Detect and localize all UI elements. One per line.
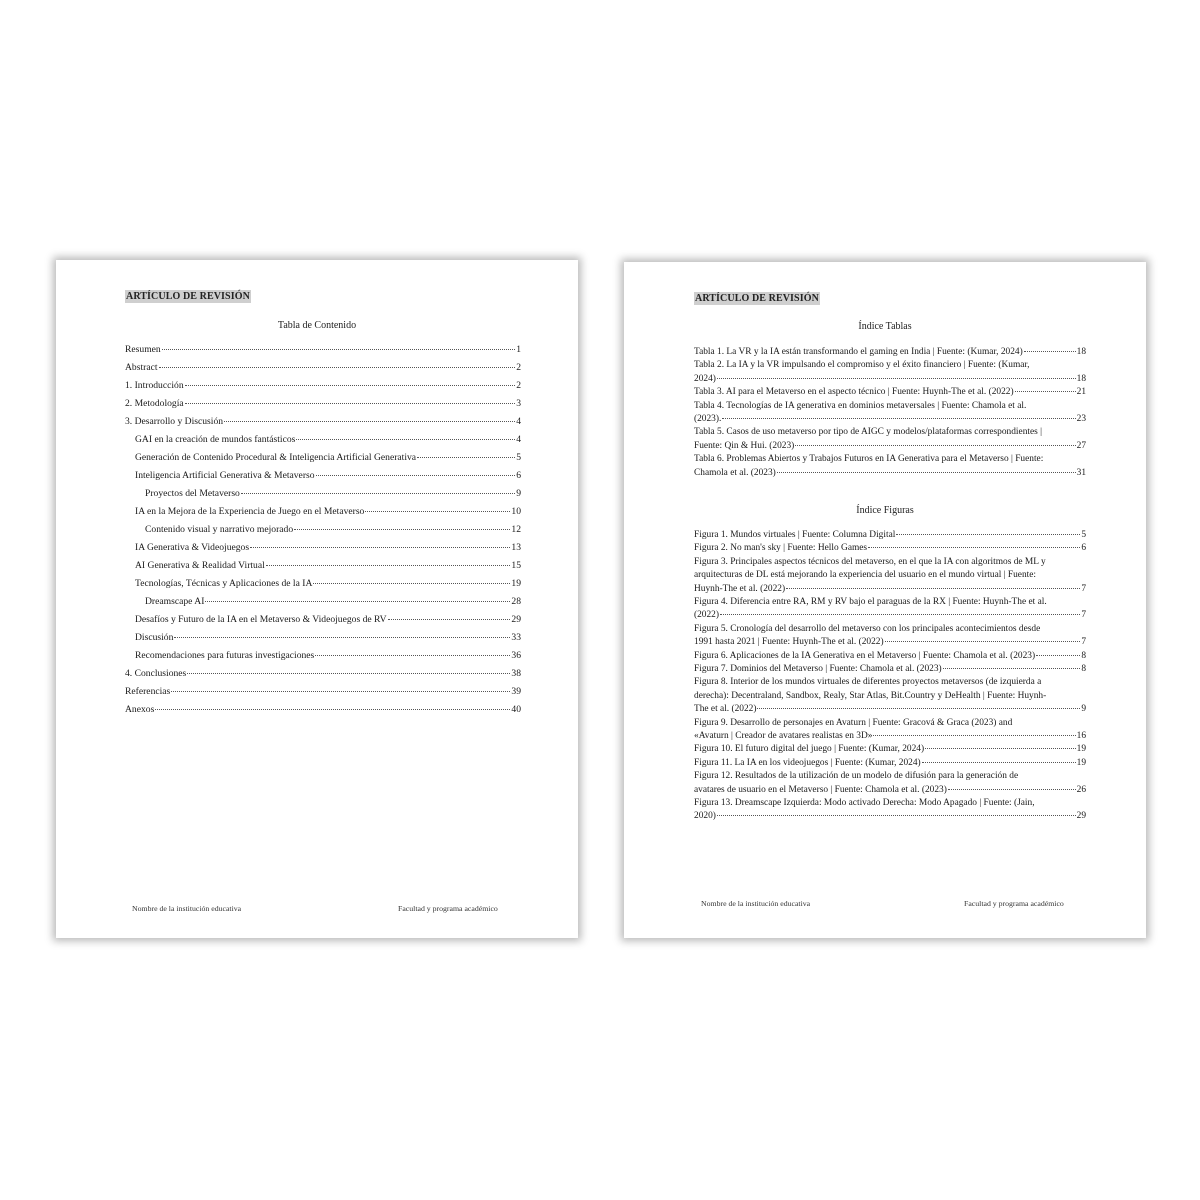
toc-entry-label: Inteligencia Artificial Generativa & Metaverso xyxy=(135,470,315,481)
dot-leader xyxy=(757,708,1080,709)
article-type-header: ARTÍCULO DE REVISIÓN xyxy=(126,291,250,302)
dot-leader xyxy=(922,762,1076,763)
toc-entry-label: 1. Introducción xyxy=(125,380,184,391)
figure-index-entry[interactable] xyxy=(694,797,1086,824)
toc-entry-label: Abstract xyxy=(125,362,158,373)
toc-entry-page: 4 xyxy=(516,434,521,445)
figure-index-entry-last-line xyxy=(694,609,1086,622)
figure-index-entry-last-line xyxy=(694,663,1086,676)
dot-leader xyxy=(162,349,515,350)
dot-leader xyxy=(266,565,511,566)
figure-index-entry-page: 29 xyxy=(1076,811,1086,822)
figure-index-entry-last-line xyxy=(694,784,1086,797)
figure-index-entry-text: 1991 hasta 2021 | Fuente: Huynh-The et al. (2022) xyxy=(694,637,884,648)
figure-index-entry-page: 26 xyxy=(1076,784,1086,795)
table-index-entry-last-line xyxy=(694,413,1086,426)
figures-index-title: Índice Figuras xyxy=(856,505,914,516)
dot-leader xyxy=(155,709,510,710)
figure-index-entry-text-line: Figura 4. Diferencia entre RA, RM y RV bajo el paraguas de la RX | Fuente: Huynh-The et al. xyxy=(694,596,1047,607)
toc-entry-page: 40 xyxy=(511,704,521,715)
tables-index-title: Índice Tablas xyxy=(858,321,912,332)
toc-entry[interactable] xyxy=(125,542,521,560)
figure-index-entry-page: 16 xyxy=(1076,730,1086,741)
figure-index-entry-page: 7 xyxy=(1081,610,1086,621)
toc-entry-label: Proyectos del Metaverso xyxy=(145,488,240,499)
figure-index-entry-page: 19 xyxy=(1076,744,1086,755)
dot-leader xyxy=(241,493,515,494)
toc-entry-page: 15 xyxy=(511,560,521,571)
toc-entry[interactable] xyxy=(125,578,521,596)
table-index-entry[interactable] xyxy=(694,426,1086,453)
dot-leader xyxy=(795,445,1075,446)
toc-entry[interactable] xyxy=(125,344,521,362)
dot-leader xyxy=(250,547,510,548)
figure-index-entry-page: 7 xyxy=(1081,583,1086,594)
footer-institution: Nombre de la institución educativa xyxy=(132,904,242,913)
toc-entry[interactable] xyxy=(125,560,521,578)
figure-index-entry-last-line xyxy=(694,743,1086,756)
toc-entry-label: 3. Desarrollo y Discusión xyxy=(125,416,224,427)
toc-entry-page: 13 xyxy=(511,542,521,553)
figure-index-entry-text: Huynh-The et al. (2022) xyxy=(694,583,786,594)
toc-entry[interactable] xyxy=(125,596,521,614)
dot-leader xyxy=(205,601,510,602)
dot-leader xyxy=(722,418,1075,419)
toc-entry-page: 9 xyxy=(516,488,521,499)
footer-faculty: Facultad y programa académico xyxy=(964,899,1064,908)
toc-entry-label: IA Generativa & Videojuegos xyxy=(135,542,250,553)
dot-leader xyxy=(315,655,510,656)
figure-index-entry-text: Figura 1. Mundos virtuales | Fuente: Columna Digital xyxy=(694,530,896,540)
dot-leader xyxy=(777,472,1076,473)
dot-leader xyxy=(717,378,1076,379)
toc-entry-page: 2 xyxy=(516,362,521,373)
figure-index-entry-text: Figura 6. Aplicaciones de la IA Generativa en el Metaverso | Fuente: Chamola et al. (2023) xyxy=(694,650,1036,661)
dot-leader xyxy=(185,403,516,404)
table-index-entry[interactable] xyxy=(694,359,1086,386)
table-index-entry-text: Chamola et al. (2023) xyxy=(694,467,776,478)
table-index-entry-text: 2024) xyxy=(694,373,716,384)
table-index-entry-last-line xyxy=(694,373,1086,386)
toc-entry-label: Dreamscape AI xyxy=(145,596,205,607)
figure-index-entry-page: 9 xyxy=(1081,704,1086,715)
toc-entry[interactable] xyxy=(125,434,521,452)
dot-leader xyxy=(316,475,516,476)
table-index-entry-page: 31 xyxy=(1076,467,1086,478)
toc-entry[interactable] xyxy=(125,416,521,434)
figure-index-entry-last-line xyxy=(694,730,1086,743)
toc-entry[interactable] xyxy=(125,668,521,686)
figure-index-entry-page: 7 xyxy=(1081,637,1086,648)
toc-entry-page: 33 xyxy=(511,632,521,643)
dot-leader xyxy=(1024,351,1076,352)
figure-index-entry[interactable] xyxy=(694,542,1086,555)
toc-entry-label: Tecnologías, Técnicas y Aplicaciones de la IA xyxy=(135,578,313,589)
table-index-entry[interactable] xyxy=(694,346,1086,359)
toc-entry-page: 2 xyxy=(516,380,521,391)
figure-index-entry-text: 2020) xyxy=(694,811,716,822)
table-index-entry-text-line: Tabla 2. La IA y la VR impulsando el compromiso y el éxito financiero | Fuente: (Kumar, xyxy=(694,360,1030,371)
toc-entry-page: 6 xyxy=(516,470,521,481)
figure-index-entry-last-line xyxy=(694,703,1086,716)
dot-leader xyxy=(185,385,516,386)
figure-index-entry-text: Figura 7. Dominios del Metaverso | Fuente: Chamola et al. (2023) xyxy=(694,663,942,674)
toc-entry-page: 4 xyxy=(516,416,521,427)
table-index-entry-page: 27 xyxy=(1076,440,1086,451)
table-index-entry-text-line: Tabla 4. Tecnologías de IA generativa en dominios metaversales | Fuente: Chamola et al. xyxy=(694,400,1027,411)
dot-leader xyxy=(417,457,515,458)
dot-leader xyxy=(174,637,510,638)
toc-entry[interactable] xyxy=(125,398,521,416)
figure-index-entry[interactable] xyxy=(694,529,1086,542)
figure-index-entry-text-line: Figura 9. Desarrollo de personajes en Avaturn | Fuente: Gracová & Graca (2023) and xyxy=(694,717,1013,728)
toc-entry-page: 39 xyxy=(511,686,521,697)
figure-index-entry[interactable] xyxy=(694,676,1086,716)
dot-leader xyxy=(925,748,1076,749)
document-page-left xyxy=(56,260,578,938)
table-index-entry-last-line xyxy=(694,386,1086,399)
figure-index-entry-page: 5 xyxy=(1081,530,1086,540)
toc-entry[interactable] xyxy=(125,524,521,542)
figure-index-entry-text-line: arquitecturas de DL está mejorando la experiencia del usuario en el mundo virtual | Fuente: xyxy=(694,570,1037,581)
dot-leader xyxy=(171,691,510,692)
toc-entry-label: Generación de Contenido Procedural & Inteligencia Artificial Generativa xyxy=(135,452,417,463)
footer-institution: Nombre de la institución educativa xyxy=(701,899,811,908)
dot-leader xyxy=(296,439,515,440)
figure-index-entry-text: «Avaturn | Creador de avatares realistas en 3D» xyxy=(694,730,873,741)
dot-leader xyxy=(948,789,1076,790)
figure-index-entry[interactable] xyxy=(694,556,1086,596)
toc-entry-page: 1 xyxy=(516,344,521,355)
table-index-entry-last-line xyxy=(694,467,1086,480)
dot-leader xyxy=(896,534,1080,535)
figure-index-entry-text-line: Figura 3. Principales aspectos técnicos del metaverso, en el que la IA con algoritmos de ML y xyxy=(694,556,1046,567)
table-index-entry[interactable] xyxy=(694,400,1086,427)
dot-leader xyxy=(720,614,1080,615)
toc-entry-label: 2. Metodología xyxy=(125,398,184,409)
dot-leader xyxy=(365,511,510,512)
dot-leader xyxy=(388,619,511,620)
figure-index-entry[interactable] xyxy=(694,623,1086,650)
toc-entry-label: Referencias xyxy=(125,686,171,697)
table-index-entry-text: Tabla 3. AI para el Metaverso en el aspecto técnico | Fuente: Huynh-The et al. (2022) xyxy=(694,387,1014,398)
toc-entry-label: Discusión xyxy=(135,632,174,643)
table-index-entry-text: (2023). xyxy=(694,413,722,424)
table-index-entry-text-line: Tabla 5. Casos de uso metaverso por tipo de AIGC y modelos/plataformas correspondientes | xyxy=(694,427,1043,438)
toc-title: Tabla de Contenido xyxy=(277,320,357,331)
dot-leader xyxy=(187,673,510,674)
dot-leader xyxy=(159,367,516,368)
figure-index-entry-last-line xyxy=(694,583,1086,596)
toc-entry-page: 36 xyxy=(511,650,521,661)
figure-index-entry[interactable] xyxy=(694,757,1086,770)
toc-entry-label: GAI en la creación de mundos fantásticos xyxy=(135,434,296,445)
figure-index-entry-last-line xyxy=(694,757,1086,770)
figure-index-entry-text-line: Figura 12. Resultados de la utilización de un modelo de difusión para la generación de xyxy=(694,771,1019,782)
toc-entry-label: Contenido visual y narrativo mejorado xyxy=(145,524,294,535)
figure-index-entry-last-line xyxy=(694,650,1086,663)
figure-index-entry-text: (2022) xyxy=(694,610,719,621)
tables-index xyxy=(694,346,1086,480)
figure-index-entry[interactable] xyxy=(694,770,1086,797)
figure-index-entry-text: The et al. (2022) xyxy=(694,704,757,715)
dot-leader xyxy=(868,547,1080,548)
figure-index-entry[interactable] xyxy=(694,717,1086,744)
dot-leader xyxy=(717,815,1076,816)
dot-leader xyxy=(1036,655,1080,656)
toc-entry-label: Recomendaciones para futuras investigaciones xyxy=(135,650,315,661)
dot-leader xyxy=(786,588,1080,589)
figure-index-entry-text-line: Figura 5. Cronología del desarrollo del metaverso con los principales acontecimientos desde xyxy=(694,623,1041,634)
figure-index-entry[interactable] xyxy=(694,596,1086,623)
figure-index-entry[interactable] xyxy=(694,743,1086,756)
figure-index-entry-text-line: Figura 8. Interior de los mundos virtuales de diferentes proyectos metaversos (de izquierda a xyxy=(694,677,1042,688)
toc-entry[interactable] xyxy=(125,686,521,704)
dot-leader xyxy=(224,421,515,422)
toc-entry-label: Resumen xyxy=(125,344,161,355)
toc-entry[interactable] xyxy=(125,506,521,524)
figure-index-entry-page: 8 xyxy=(1081,650,1086,661)
toc-entry[interactable] xyxy=(125,614,521,632)
dot-leader xyxy=(873,735,1075,736)
dot-leader xyxy=(294,529,510,530)
table-index-entry[interactable] xyxy=(694,453,1086,480)
toc-entry-label: AI Generativa & Realidad Virtual xyxy=(135,560,265,571)
toc-entry[interactable] xyxy=(125,488,521,506)
toc-entry-page: 28 xyxy=(511,596,521,607)
figure-index-entry[interactable] xyxy=(694,663,1086,676)
figure-index-entry-text: avatares de usuario en el Metaverso | Fuente: Chamola et al. (2023) xyxy=(694,784,947,795)
table-index-entry-last-line xyxy=(694,440,1086,453)
toc-entry-page: 5 xyxy=(516,452,521,463)
table-index-entry[interactable] xyxy=(694,386,1086,399)
figure-index-entry-page: 8 xyxy=(1081,663,1086,674)
toc-entry-page: 3 xyxy=(516,398,521,409)
dot-leader xyxy=(1015,391,1076,392)
toc-entry[interactable] xyxy=(125,470,521,488)
table-index-entry-page: 18 xyxy=(1076,347,1086,357)
toc-entry[interactable] xyxy=(125,632,521,650)
figure-index-entry-last-line xyxy=(694,542,1086,555)
toc-entry[interactable] xyxy=(125,362,521,380)
figure-index-entry-text: Figura 10. El futuro digital del juego | Fuente: (Kumar, 2024) xyxy=(694,744,925,755)
figure-index-entry-page: 6 xyxy=(1081,543,1086,554)
table-index-entry-text-line: Tabla 6. Problemas Abiertos y Trabajos Futuros en IA Generativa para el Metaverso | Fuente: xyxy=(694,454,1044,465)
table-index-entry-page: 23 xyxy=(1076,413,1086,424)
table-index-entry-page: 21 xyxy=(1076,387,1086,398)
toc-entry-label: Desafíos y Futuro de la IA en el Metaverso & Videojuegos de RV xyxy=(135,614,387,625)
document-page-right xyxy=(624,262,1146,938)
figure-index-entry-last-line xyxy=(694,636,1086,649)
toc-entry-page: 10 xyxy=(511,506,521,517)
figures-index xyxy=(694,529,1086,824)
table-index-entry-last-line xyxy=(694,346,1086,359)
figure-index-entry[interactable] xyxy=(694,650,1086,663)
table-of-contents xyxy=(125,344,521,722)
table-index-entry-page: 18 xyxy=(1076,373,1086,384)
toc-entry-label: Anexos xyxy=(125,704,155,715)
toc-entry-page: 38 xyxy=(511,668,521,679)
figure-index-entry-text-line: derecha): Decentraland, Sandbox, Realy, Star Atlas, Bit.Country y DeHealth | Fuente: Huynh- xyxy=(694,690,1047,701)
toc-entry-label: 4. Conclusiones xyxy=(125,668,187,679)
toc-entry-page: 19 xyxy=(511,578,521,589)
figure-index-entry-text: Figura 11. La IA en los videojuegos | Fuente: (Kumar, 2024) xyxy=(694,757,921,768)
toc-entry[interactable] xyxy=(125,380,521,398)
toc-entry[interactable] xyxy=(125,650,521,668)
figure-index-entry-text-line: Figura 13. Dreamscape Izquierda: Modo activado Derecha: Modo Apagado | Fuente: (Jain, xyxy=(694,797,1035,808)
toc-entry-page: 29 xyxy=(511,614,521,625)
figure-index-entry-last-line xyxy=(694,810,1086,823)
figure-index-entry-text: Figura 2. No man's sky | Fuente: Hello Games xyxy=(694,543,868,554)
dot-leader xyxy=(885,641,1081,642)
toc-entry-label: IA en la Mejora de la Experiencia de Juego en el Metaverso xyxy=(135,506,365,517)
toc-entry[interactable] xyxy=(125,704,521,722)
table-index-entry-text: Fuente: Qin & Hui. (2023) xyxy=(694,440,795,451)
toc-entry-page: 12 xyxy=(511,524,521,535)
figure-index-entry-last-line xyxy=(694,529,1086,542)
dot-leader xyxy=(943,668,1081,669)
dot-leader xyxy=(313,583,510,584)
table-index-entry-text: Tabla 1. La VR y la IA están transformando el gaming en India | Fuente: (Kumar, 2024) xyxy=(694,347,1023,357)
article-type-header: ARTÍCULO DE REVISIÓN xyxy=(695,293,819,304)
figure-index-entry-page: 19 xyxy=(1076,757,1086,768)
toc-entry[interactable] xyxy=(125,452,521,470)
footer-faculty: Facultad y programa académico xyxy=(398,904,498,913)
